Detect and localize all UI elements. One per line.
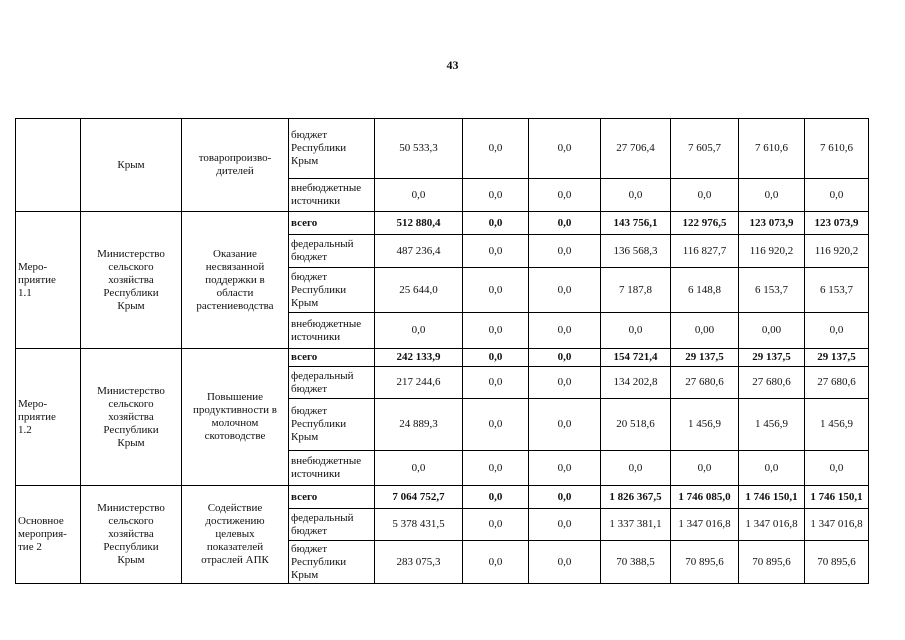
amount-cell: 0,00 [739,313,805,349]
amount-cell: 1 826 367,5 [601,486,671,509]
amount-cell: 123 073,9 [805,212,869,235]
amount-cell: 0,0 [805,313,869,349]
amount-cell: 20 518,6 [601,399,671,451]
amount-cell: 1 746 085,0 [671,486,739,509]
amount-cell: 0,0 [375,179,463,212]
executor-cell [81,486,182,584]
amount-cell: 1 347 016,8 [671,509,739,541]
page-number: 43 [446,58,459,72]
amount-cell: 70 895,6 [739,541,805,584]
table-row [16,349,869,367]
amount-cell: 116 920,2 [805,235,869,268]
amount-cell: 1 456,9 [739,399,805,451]
executor-cell-text: Министерство сельского хозяйства Республики Крым [97,502,165,566]
funding-source-cell: федеральный бюджет [289,509,375,541]
funding-source-cell: бюджет Республики Крым [289,541,375,584]
amount-cell: 283 075,3 [375,541,463,584]
event-cell [16,119,81,212]
amount-cell: 0,0 [529,486,601,509]
amount-cell: 0,0 [463,268,529,313]
amount-cell: 0,0 [529,451,601,486]
amount-cell: 70 388,5 [601,541,671,584]
amount-cell: 27 680,6 [805,367,869,399]
amount-cell: 0,0 [529,399,601,451]
amount-cell: 1 456,9 [671,399,739,451]
amount-cell: 0,0 [463,212,529,235]
amount-cell: 116 920,2 [739,235,805,268]
funding-source-cell: бюджет Республики Крым [289,399,375,451]
amount-cell: 7 610,6 [739,119,805,179]
funding-source-cell: всего [289,486,375,509]
description-cell [182,212,289,349]
amount-cell: 487 236,4 [375,235,463,268]
amount-cell: 0,0 [463,179,529,212]
amount-cell: 242 133,9 [375,349,463,367]
executor-cell-text: Министерство сельского хозяйства Республики Крым [97,384,165,449]
amount-cell: 0,0 [529,119,601,179]
executor-cell [81,119,182,212]
event-cell [16,486,81,584]
amount-cell: 0,0 [463,313,529,349]
amount-cell: 50 533,3 [375,119,463,179]
funding-source-cell: внебюджетные источники [289,313,375,349]
amount-cell: 0,0 [529,235,601,268]
amount-cell: 0,0 [375,313,463,349]
amount-cell: 7 187,8 [601,268,671,313]
amount-cell: 0,00 [671,313,739,349]
amount-cell: 1 456,9 [805,399,869,451]
amount-cell: 0,0 [529,541,601,584]
funding-source-cell: всего [289,212,375,235]
amount-cell: 0,0 [671,179,739,212]
event-cell-text: Меро- приятие 1.2 [18,397,56,436]
funding-source-cell: бюджет Республики Крым [289,268,375,313]
amount-cell: 0,0 [529,509,601,541]
amount-cell: 123 073,9 [739,212,805,235]
amount-cell: 0,0 [739,179,805,212]
table-row [16,486,869,509]
executor-cell [81,349,182,486]
amount-cell: 29 137,5 [671,349,739,367]
amount-cell: 0,0 [463,399,529,451]
funding-source-cell: федеральный бюджет [289,235,375,268]
amount-cell: 70 895,6 [805,541,869,584]
amount-cell: 122 976,5 [671,212,739,235]
amount-cell: 0,0 [601,313,671,349]
amount-cell: 0,0 [463,451,529,486]
amount-cell: 0,0 [601,451,671,486]
amount-cell: 0,0 [671,451,739,486]
description-cell [182,349,289,486]
description-cell-text: Оказание несвязанной поддержки в области растениеводства [196,247,274,312]
amount-cell: 0,0 [463,119,529,179]
amount-cell: 0,0 [529,367,601,399]
amount-cell: 0,0 [375,451,463,486]
amount-cell: 0,0 [601,179,671,212]
amount-cell: 0,0 [463,509,529,541]
amount-cell: 25 644,0 [375,268,463,313]
amount-cell: 136 568,3 [601,235,671,268]
event-cell [16,212,81,349]
amount-cell: 24 889,3 [375,399,463,451]
table-row [16,119,869,179]
amount-cell: 512 880,4 [375,212,463,235]
amount-cell: 70 895,6 [671,541,739,584]
amount-cell: 7 610,6 [805,119,869,179]
funding-source-cell: федеральный бюджет [289,367,375,399]
amount-cell: 1 337 381,1 [601,509,671,541]
description-cell [182,119,289,212]
funding-source-cell: внебюджетные источники [289,179,375,212]
amount-cell: 27 680,6 [671,367,739,399]
amount-cell: 1 746 150,1 [805,486,869,509]
amount-cell: 7 064 752,7 [375,486,463,509]
amount-cell: 6 148,8 [671,268,739,313]
amount-cell: 0,0 [529,212,601,235]
amount-cell: 1 347 016,8 [805,509,869,541]
amount-cell: 29 137,5 [739,349,805,367]
amount-cell: 0,0 [529,179,601,212]
amount-cell: 143 756,1 [601,212,671,235]
amount-cell: 0,0 [805,451,869,486]
event-cell-text: Основное мероприя- тие 2 [18,515,67,553]
table-row [16,212,869,235]
amount-cell: 0,0 [463,349,529,367]
amount-cell: 5 378 431,5 [375,509,463,541]
description-cell-text: товаропроизво- дителей [198,152,272,177]
description-cell-text: Содействие достижению целевых показателей отраслей АПК [201,502,269,566]
executor-cell-text: Министерство сельского хозяйства Республики Крым [97,247,165,312]
amount-cell: 27 680,6 [739,367,805,399]
amount-cell: 0,0 [463,486,529,509]
amount-cell: 1 746 150,1 [739,486,805,509]
event-cell-text: Меро- приятие 1.1 [18,260,56,299]
event-cell [16,349,81,486]
amount-cell: 7 605,7 [671,119,739,179]
executor-cell-text: Крым [117,158,145,171]
amount-cell: 0,0 [529,313,601,349]
amount-cell: 0,0 [463,541,529,584]
amount-cell: 6 153,7 [805,268,869,313]
amount-cell: 0,0 [463,367,529,399]
amount-cell: 116 827,7 [671,235,739,268]
amount-cell: 0,0 [529,268,601,313]
amount-cell: 1 347 016,8 [739,509,805,541]
amount-cell: 0,0 [805,179,869,212]
amount-cell: 27 706,4 [601,119,671,179]
amount-cell: 0,0 [463,235,529,268]
funding-source-cell: всего [289,349,375,367]
budget-table [15,118,869,584]
amount-cell: 217 244,6 [375,367,463,399]
description-cell-text: Повышение продуктивности в молочном скотоводстве [193,391,277,442]
description-cell [182,486,289,584]
funding-source-cell: бюджет Республики Крым [289,119,375,179]
amount-cell: 134 202,8 [601,367,671,399]
amount-cell: 0,0 [739,451,805,486]
amount-cell: 0,0 [529,349,601,367]
executor-cell [81,212,182,349]
funding-source-cell: внебюджетные источники [289,451,375,486]
amount-cell: 6 153,7 [739,268,805,313]
amount-cell: 154 721,4 [601,349,671,367]
amount-cell: 29 137,5 [805,349,869,367]
